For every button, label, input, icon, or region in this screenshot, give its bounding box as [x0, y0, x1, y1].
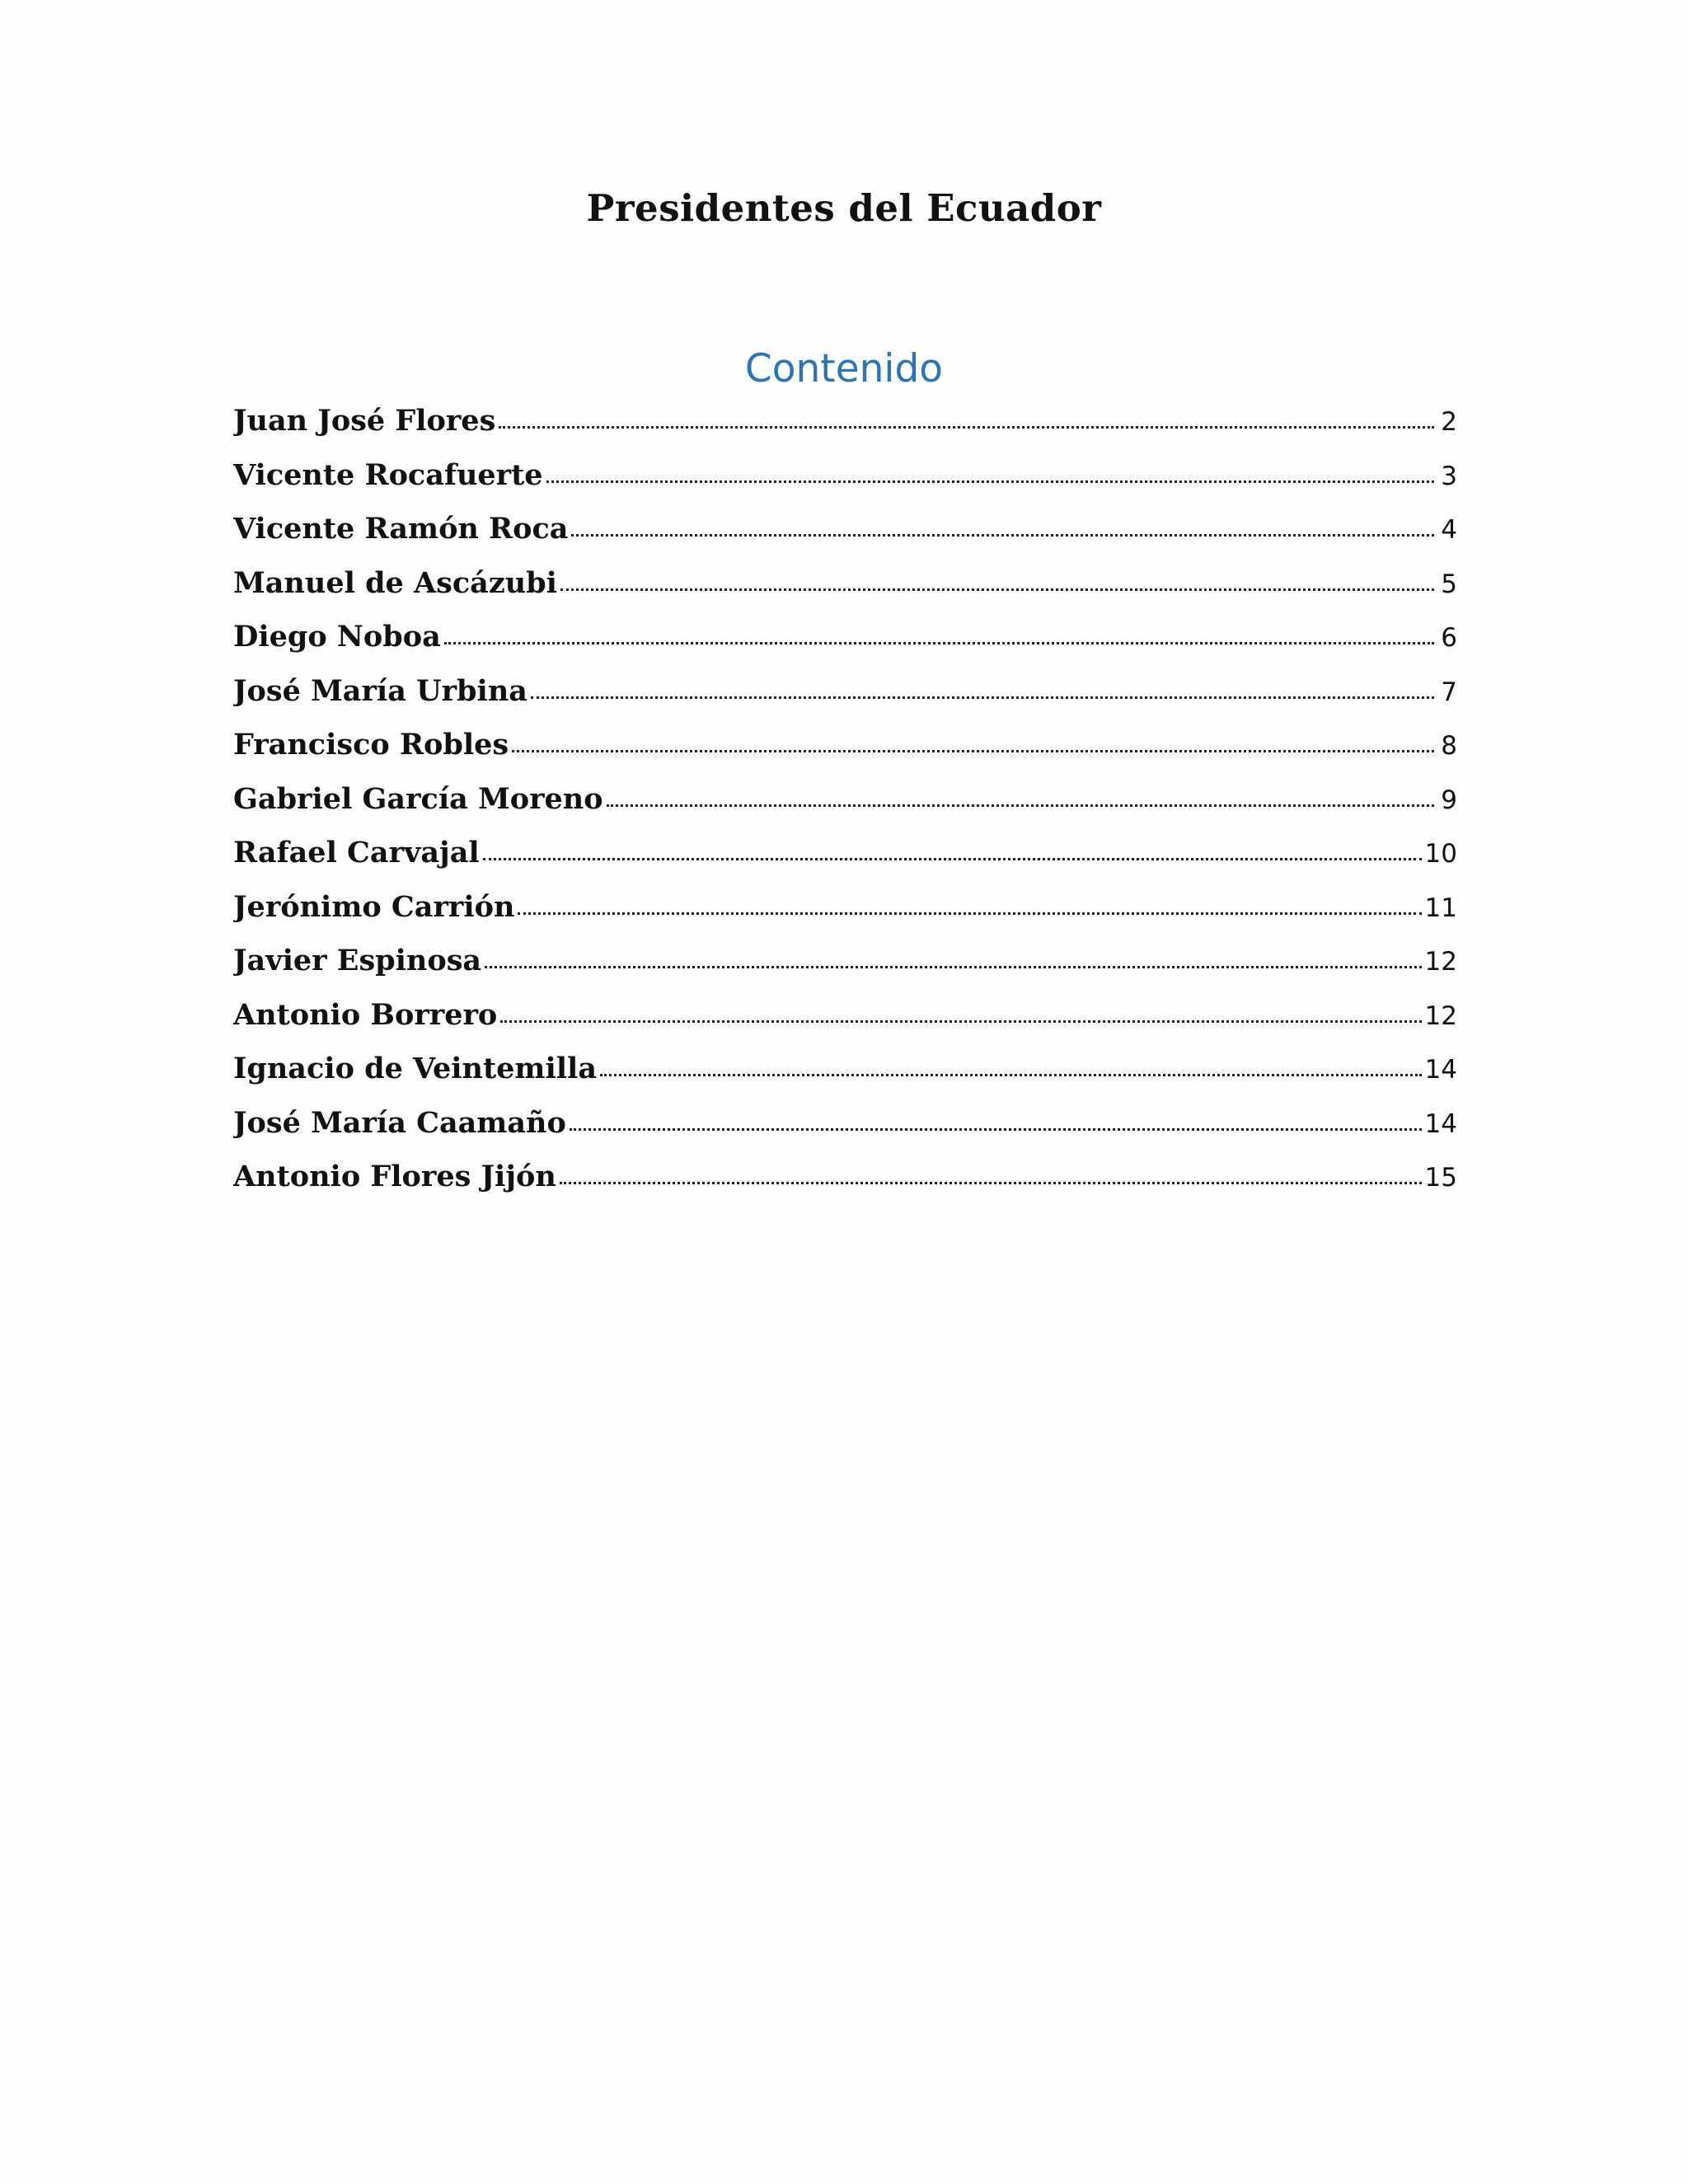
toc-dot-leader: [546, 480, 1434, 483]
toc-dot-leader: [518, 912, 1421, 915]
toc-entry[interactable]: [233, 1096, 1457, 1151]
toc-heading: Contenido: [744, 346, 944, 391]
toc-entry-page-number: 7: [1441, 677, 1457, 707]
toc-entry-title: José María Caamaño: [233, 1105, 566, 1140]
toc-entry[interactable]: [233, 826, 1457, 880]
toc-dot-leader: [560, 588, 1434, 591]
toc-entry-page-number: 8: [1441, 731, 1457, 761]
toc-dot-leader: [571, 533, 1434, 537]
toc-dot-leader: [485, 965, 1421, 968]
toc-entry-title: Jerónimo Carrión: [233, 889, 515, 924]
toc-entry-page-number: 14: [1424, 1055, 1457, 1085]
toc-entry-title: José María Urbina: [233, 673, 528, 708]
toc-entry[interactable]: [233, 880, 1457, 935]
toc-dot-leader: [570, 1127, 1422, 1131]
toc-entry-title: Gabriel García Moreno: [233, 781, 603, 816]
toc-entry-title: Rafael Carvajal: [233, 836, 480, 869]
toc-entry-title: Antonio Flores Jijón: [233, 1160, 556, 1193]
toc-dot-leader: [500, 1019, 1421, 1023]
toc-entry-page-number: 9: [1441, 785, 1457, 815]
toc-entry[interactable]: [233, 934, 1457, 988]
toc-entry[interactable]: [233, 394, 1457, 448]
toc-entry-page-number: 3: [1441, 461, 1457, 491]
toc-entry-page-number: 12: [1424, 947, 1457, 977]
toc-entry-title: Francisco Robles: [233, 728, 509, 762]
toc-entry[interactable]: [233, 718, 1457, 772]
document-title: Presidentes del Ecuador: [586, 186, 1102, 230]
toc-entry-title: Ignacio de Veintemilla: [233, 1052, 598, 1085]
toc-entry-page-number: 6: [1441, 623, 1457, 653]
toc-entry[interactable]: [233, 1042, 1457, 1096]
toc-entry-title: Vicente Rocafuerte: [233, 457, 543, 492]
toc-dot-leader: [483, 857, 1422, 860]
toc-dot-leader: [499, 425, 1434, 429]
toc-dot-leader: [600, 1073, 1422, 1076]
toc-entry-page-number: 2: [1441, 407, 1457, 437]
toc-entry[interactable]: [233, 448, 1457, 503]
toc-entry-title: Antonio Borrero: [233, 997, 498, 1032]
toc-entry-title: Javier Espinosa: [233, 944, 482, 977]
toc-entry[interactable]: [233, 556, 1457, 611]
toc-entry-title: Diego Noboa: [233, 620, 441, 654]
toc-dot-leader: [607, 804, 1434, 807]
toc-entry-title: Juan José Flores: [233, 404, 496, 438]
toc-entry-page-number: 11: [1424, 893, 1457, 923]
toc-entry-page-number: 14: [1424, 1108, 1457, 1139]
toc-entry-page-number: 5: [1441, 569, 1457, 599]
toc-entry[interactable]: [233, 610, 1457, 664]
toc-entry-title: Vicente Ramón Roca: [233, 512, 569, 546]
toc-entry[interactable]: [233, 502, 1457, 556]
toc-entry-page-number: 15: [1424, 1163, 1457, 1193]
toc-entry-title: Manuel de Ascázubi: [233, 565, 557, 600]
toc-entry-page-number: 10: [1424, 839, 1457, 869]
toc-dot-leader: [560, 1181, 1422, 1184]
toc-dot-leader: [444, 641, 1434, 644]
toc-dot-leader: [531, 696, 1434, 699]
toc-entry[interactable]: [233, 772, 1457, 827]
toc-dot-leader: [512, 749, 1434, 752]
toc-entry-page-number: 4: [1441, 515, 1457, 545]
toc-entry[interactable]: [233, 1150, 1457, 1204]
toc-entry[interactable]: [233, 664, 1457, 719]
toc-entry[interactable]: [233, 988, 1457, 1043]
toc-entry-page-number: 12: [1424, 1001, 1457, 1031]
table-of-contents: [233, 394, 1457, 1204]
